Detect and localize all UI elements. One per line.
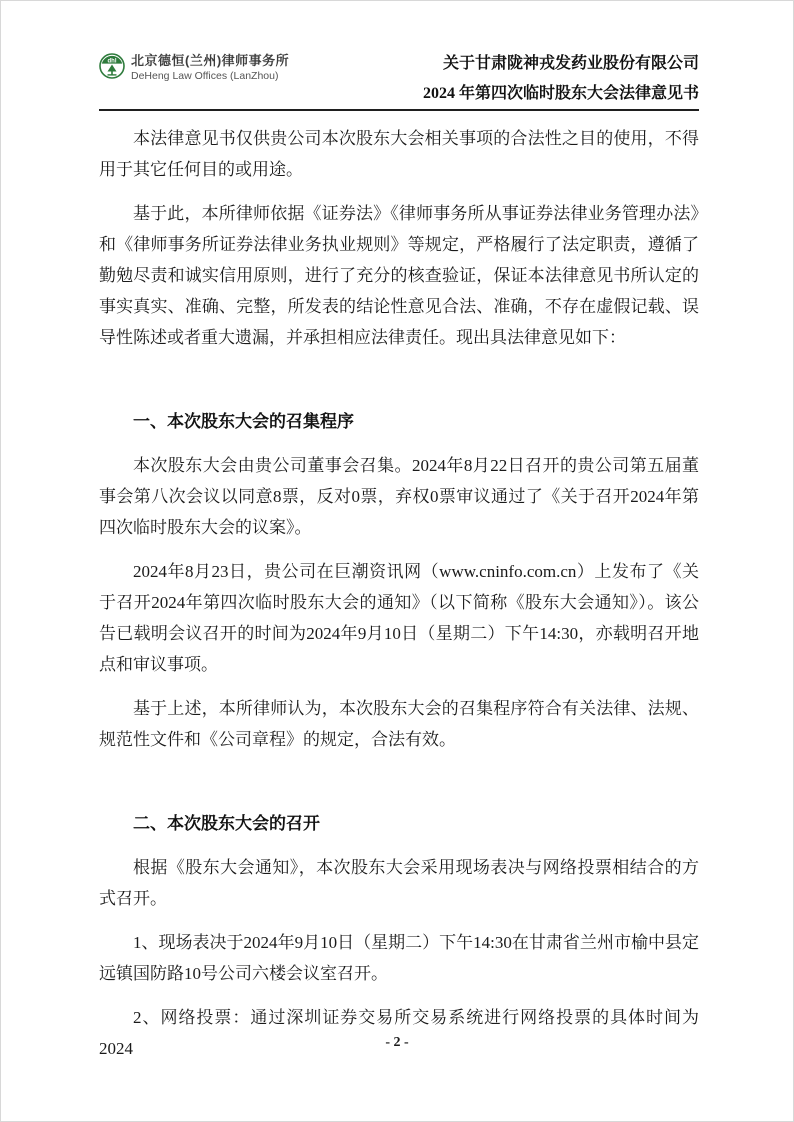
law-firm-name-en: DeHeng Law Offices (LanZhou)	[131, 70, 279, 82]
section-2-paragraph-1: 根据《股东大会通知》，本次股东大会采用现场表决与网络投票相结合的方式召开。	[99, 858, 699, 908]
document-title	[423, 49, 699, 109]
intro-paragraph-2: 基于此，本所律师依据《证券法》《律师事务所从事证券法律业务管理办法》和《律师事务所证券法律业务执业规则》等规定，严格履行了法定职责，遵循了勤勉尽责和诚实信用原则，进行了充分的核查验证，保证本法律意见书所认定的事实真实、准确、完整，所发表的结论性意见合法、准确，不存在虚假记载、误导性陈述或者重大遗漏，并承担相应法律责任。现出具法律意见如下：	[99, 204, 699, 347]
law-firm-logo	[99, 53, 289, 83]
svg-text:dhl: dhl	[107, 58, 117, 65]
document-body	[99, 123, 699, 1064]
section-2-paragraph-3: 2、网络投票：通过深圳证券交易所交易系统进行网络投票的具体时间为2024	[99, 1008, 699, 1058]
section-1-paragraph-1: 本次股东大会由贵公司董事会召集。2024年8月22日召开的贵公司第五届董事会第八次会议以同意8票，反对0票，弃权0票审议通过了《关于召开2024年第四次临时股东大会的议案》。	[99, 456, 699, 537]
document-title-line1: 关于甘肃陇神戎发药业股份有限公司	[442, 55, 699, 72]
section-1-paragraph-2: 2024年8月23日，贵公司在巨潮资讯网（www.cninfo.com.cn）上发布了《关于召开2024年第四次临时股东大会的通知》（以下简称《股东大会通知》）。该公告已载明会议召开的时间为2024年9月10日（星期二）下午14:30，亦载明召开地点和审议事项。	[99, 562, 699, 674]
header-divider	[99, 109, 699, 111]
law-firm-name-cn: 北京德恒(兰州)律师事务所	[131, 53, 290, 68]
law-firm-name	[131, 53, 289, 83]
section-1-paragraph-3: 基于上述，本所律师认为，本次股东大会的召集程序符合有关法律、法规、规范性文件和《公司章程》的规定，合法有效。	[99, 699, 699, 749]
section-1-heading: 一、本次股东大会的召集程序	[133, 412, 354, 431]
section-2-paragraph-2: 1、现场表决于2024年9月10日（星期二）下午14:30在甘肃省兰州市榆中县定远镇国防路10号公司六楼会议室召开。	[99, 933, 699, 983]
document-title-line2: 2024 年第四次临时股东大会法律意见书	[422, 85, 699, 102]
section-2-heading: 二、本次股东大会的召开	[133, 814, 320, 833]
page-number: - 2 -	[385, 1035, 409, 1050]
deheng-seal-icon	[99, 53, 125, 79]
page-header	[99, 49, 699, 109]
intro-paragraph-1: 本法律意见书仅供贵公司本次股东大会相关事项的合法性之目的使用，不得用于其它任何目的或用途。	[99, 129, 699, 179]
